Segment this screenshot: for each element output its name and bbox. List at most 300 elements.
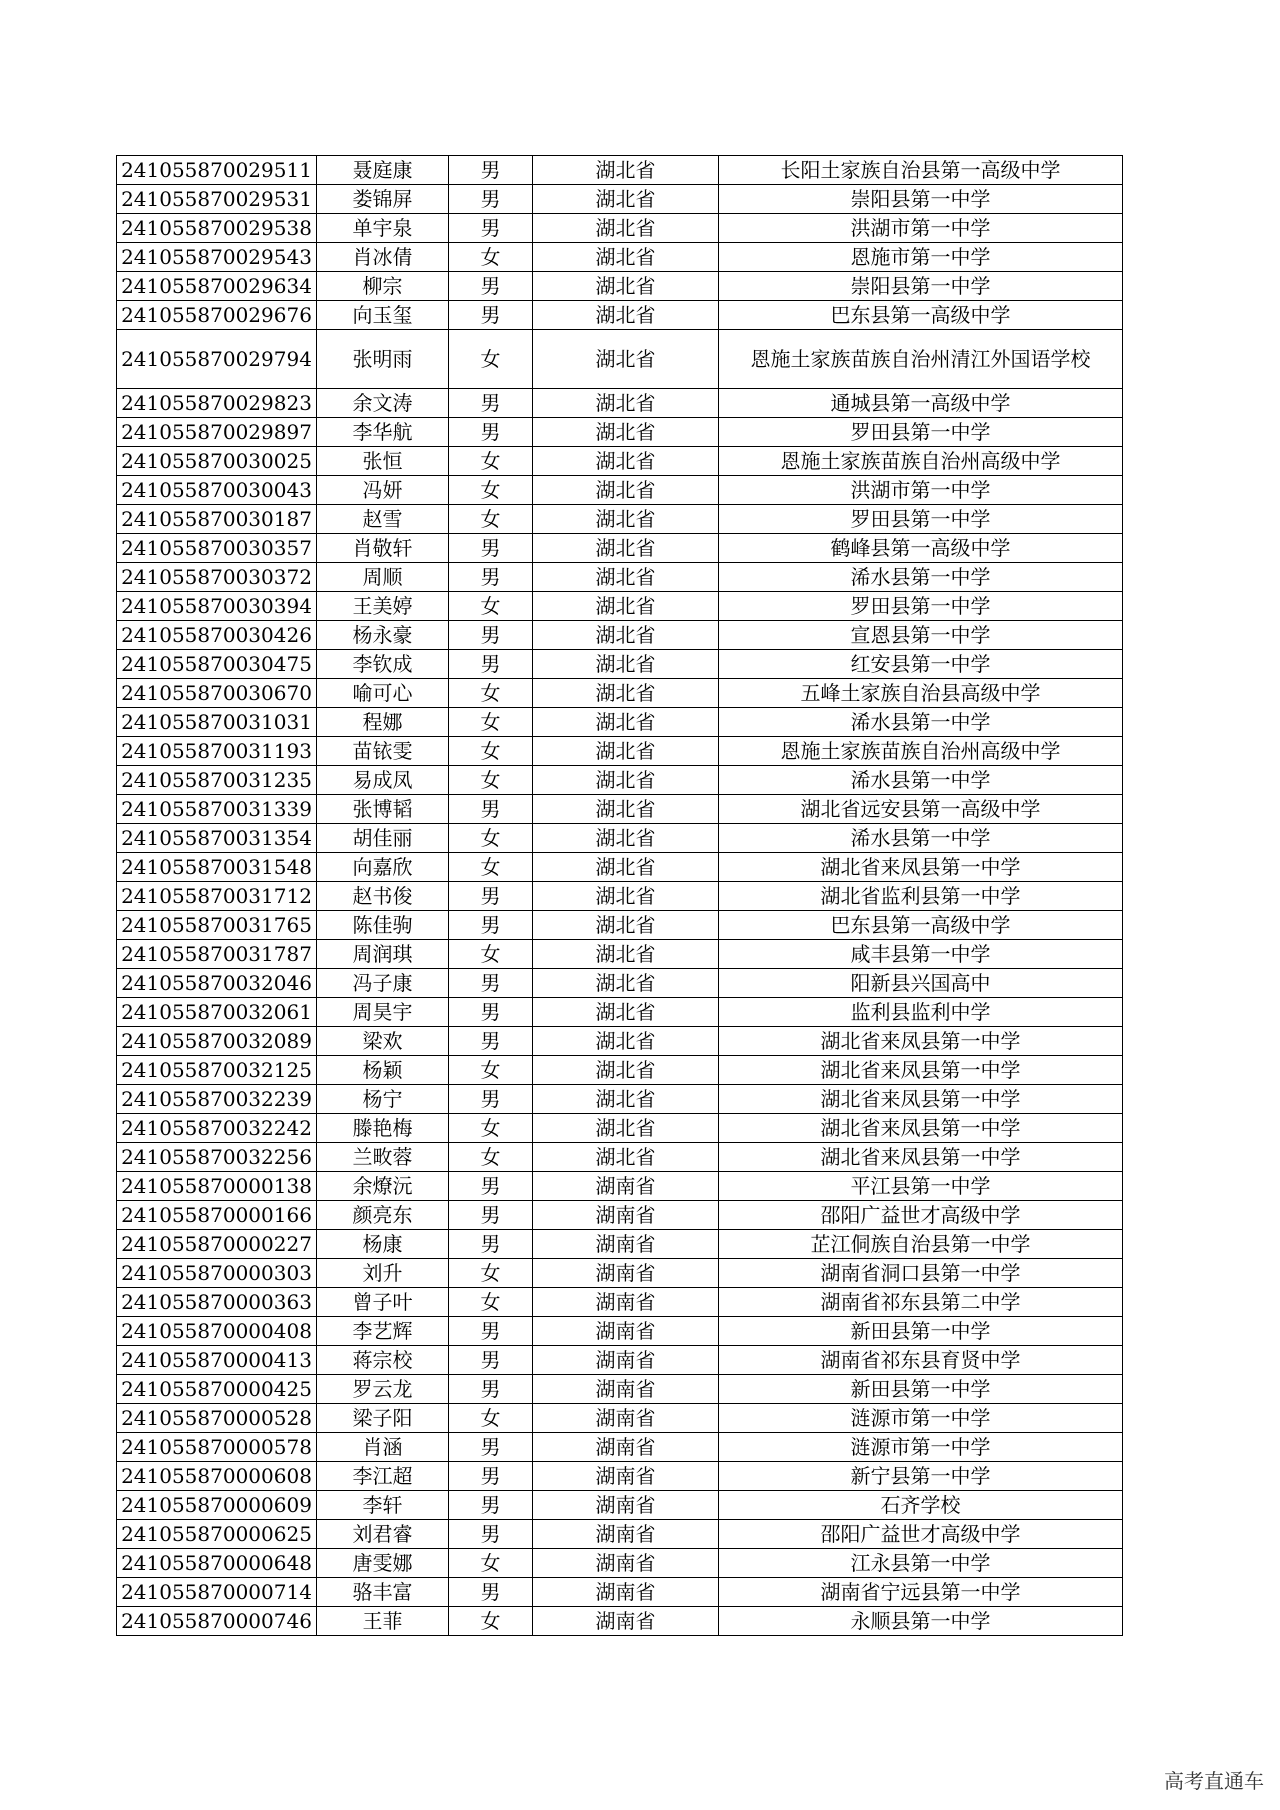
student-name-cell: 赵书俊 <box>317 882 449 911</box>
province-cell: 湖南省 <box>533 1433 719 1462</box>
student-name-cell: 肖涵 <box>317 1433 449 1462</box>
student-name-cell: 张博韬 <box>317 795 449 824</box>
student-name-cell: 柳宗 <box>317 272 449 301</box>
school-cell: 新田县第一中学 <box>719 1317 1123 1346</box>
school-cell: 永顺县第一中学 <box>719 1607 1123 1636</box>
candidate-id-cell: 241055870030475 <box>117 650 317 679</box>
school-cell: 平江县第一中学 <box>719 1172 1123 1201</box>
province-cell: 湖北省 <box>533 1056 719 1085</box>
school-cell: 洪湖市第一中学 <box>719 214 1123 243</box>
province-cell: 湖北省 <box>533 621 719 650</box>
candidate-id-cell: 241055870000166 <box>117 1201 317 1230</box>
student-name-cell: 周昊宇 <box>317 998 449 1027</box>
school-cell: 湖北省来凤县第一中学 <box>719 1143 1123 1172</box>
student-name-cell: 蒋宗校 <box>317 1346 449 1375</box>
table-row <box>117 1288 1123 1317</box>
student-name-cell: 喻可心 <box>317 679 449 708</box>
gender-cell: 男 <box>449 1491 533 1520</box>
province-cell: 湖北省 <box>533 1027 719 1056</box>
school-cell: 湖北省来凤县第一中学 <box>719 1085 1123 1114</box>
candidate-id-cell: 241055870000303 <box>117 1259 317 1288</box>
school-cell: 监利县监利中学 <box>719 998 1123 1027</box>
gender-cell: 女 <box>449 853 533 882</box>
province-cell: 湖北省 <box>533 272 719 301</box>
table-row <box>117 650 1123 679</box>
student-name-cell: 梁子阳 <box>317 1404 449 1433</box>
table-row <box>117 301 1123 330</box>
candidate-id-cell: 241055870029676 <box>117 301 317 330</box>
province-cell: 湖北省 <box>533 534 719 563</box>
student-name-cell: 肖冰倩 <box>317 243 449 272</box>
school-cell: 邵阳广益世才高级中学 <box>719 1201 1123 1230</box>
gender-cell: 女 <box>449 1607 533 1636</box>
gender-cell: 男 <box>449 1172 533 1201</box>
school-cell: 长阳土家族自治县第一高级中学 <box>719 156 1123 185</box>
candidate-id-cell: 241055870000746 <box>117 1607 317 1636</box>
table-row <box>117 1375 1123 1404</box>
student-name-cell: 李江超 <box>317 1462 449 1491</box>
table-row <box>117 330 1123 389</box>
table-row <box>117 243 1123 272</box>
candidate-id-cell: 241055870031235 <box>117 766 317 795</box>
watermark-text: 高考直通车 <box>1164 1769 1264 1793</box>
gender-cell: 男 <box>449 534 533 563</box>
candidate-id-cell: 241055870032125 <box>117 1056 317 1085</box>
candidate-id-cell: 241055870029511 <box>117 156 317 185</box>
gender-cell: 女 <box>449 505 533 534</box>
table-row <box>117 476 1123 505</box>
province-cell: 湖南省 <box>533 1404 719 1433</box>
candidate-id-cell: 241055870032061 <box>117 998 317 1027</box>
gender-cell: 女 <box>449 447 533 476</box>
table-row <box>117 1114 1123 1143</box>
candidate-id-cell: 241055870030187 <box>117 505 317 534</box>
province-cell: 湖北省 <box>533 708 719 737</box>
province-cell: 湖南省 <box>533 1578 719 1607</box>
school-cell: 恩施土家族苗族自治州高级中学 <box>719 447 1123 476</box>
school-cell: 芷江侗族自治县第一中学 <box>719 1230 1123 1259</box>
school-cell: 阳新县兴国高中 <box>719 969 1123 998</box>
gender-cell: 女 <box>449 737 533 766</box>
candidate-id-cell: 241055870000413 <box>117 1346 317 1375</box>
school-cell: 洪湖市第一中学 <box>719 476 1123 505</box>
school-cell: 恩施市第一中学 <box>719 243 1123 272</box>
gender-cell: 女 <box>449 940 533 969</box>
school-cell: 罗田县第一中学 <box>719 418 1123 447</box>
gender-cell: 男 <box>449 621 533 650</box>
school-cell: 湖北省来凤县第一中学 <box>719 1027 1123 1056</box>
candidate-id-cell: 241055870000578 <box>117 1433 317 1462</box>
school-cell: 鹤峰县第一高级中学 <box>719 534 1123 563</box>
table-row <box>117 1549 1123 1578</box>
province-cell: 湖南省 <box>533 1288 719 1317</box>
gender-cell: 女 <box>449 1404 533 1433</box>
school-cell: 湖南省祁东县育贤中学 <box>719 1346 1123 1375</box>
gender-cell: 男 <box>449 650 533 679</box>
student-name-cell: 向嘉欣 <box>317 853 449 882</box>
gender-cell: 男 <box>449 795 533 824</box>
school-cell: 湖北省监利县第一中学 <box>719 882 1123 911</box>
candidate-id-cell: 241055870000528 <box>117 1404 317 1433</box>
table-row <box>117 1462 1123 1491</box>
candidate-id-cell: 241055870029531 <box>117 185 317 214</box>
school-cell: 湖北省来凤县第一中学 <box>719 1114 1123 1143</box>
candidate-id-cell: 241055870030043 <box>117 476 317 505</box>
student-name-cell: 苗铱雯 <box>317 737 449 766</box>
student-name-cell: 唐雯娜 <box>317 1549 449 1578</box>
gender-cell: 男 <box>449 185 533 214</box>
province-cell: 湖南省 <box>533 1172 719 1201</box>
table-row <box>117 1172 1123 1201</box>
province-cell: 湖北省 <box>533 998 719 1027</box>
candidate-id-cell: 241055870030372 <box>117 563 317 592</box>
table-row <box>117 389 1123 418</box>
student-name-cell: 余文涛 <box>317 389 449 418</box>
table-row <box>117 185 1123 214</box>
school-cell: 湖南省宁远县第一中学 <box>719 1578 1123 1607</box>
gender-cell: 男 <box>449 272 533 301</box>
table-row <box>117 853 1123 882</box>
school-cell: 通城县第一高级中学 <box>719 389 1123 418</box>
school-cell: 邵阳广益世才高级中学 <box>719 1520 1123 1549</box>
candidate-id-cell: 241055870029823 <box>117 389 317 418</box>
student-name-cell: 杨颖 <box>317 1056 449 1085</box>
student-name-cell: 罗云龙 <box>317 1375 449 1404</box>
table-row <box>117 272 1123 301</box>
school-cell: 石齐学校 <box>719 1491 1123 1520</box>
school-cell: 巴东县第一高级中学 <box>719 911 1123 940</box>
table-row <box>117 1259 1123 1288</box>
gender-cell: 男 <box>449 1085 533 1114</box>
student-name-cell: 杨永豪 <box>317 621 449 650</box>
gender-cell: 女 <box>449 1056 533 1085</box>
candidate-id-cell: 241055870031339 <box>117 795 317 824</box>
province-cell: 湖北省 <box>533 1143 719 1172</box>
gender-cell: 女 <box>449 708 533 737</box>
gender-cell: 女 <box>449 1259 533 1288</box>
student-name-cell: 李轩 <box>317 1491 449 1520</box>
candidate-id-cell: 241055870000609 <box>117 1491 317 1520</box>
province-cell: 湖南省 <box>533 1259 719 1288</box>
candidate-id-cell: 241055870030394 <box>117 592 317 621</box>
province-cell: 湖北省 <box>533 156 719 185</box>
province-cell: 湖北省 <box>533 679 719 708</box>
candidate-id-cell: 241055870032239 <box>117 1085 317 1114</box>
school-cell: 浠水县第一中学 <box>719 766 1123 795</box>
table-row <box>117 1607 1123 1636</box>
student-name-cell: 颜亮东 <box>317 1201 449 1230</box>
student-name-cell: 程娜 <box>317 708 449 737</box>
school-cell: 五峰土家族自治县高级中学 <box>719 679 1123 708</box>
province-cell: 湖北省 <box>533 882 719 911</box>
province-cell: 湖北省 <box>533 214 719 243</box>
province-cell: 湖北省 <box>533 476 719 505</box>
student-name-cell: 杨宁 <box>317 1085 449 1114</box>
province-cell: 湖北省 <box>533 650 719 679</box>
student-name-cell: 肖敬轩 <box>317 534 449 563</box>
gender-cell: 女 <box>449 766 533 795</box>
gender-cell: 男 <box>449 1578 533 1607</box>
gender-cell: 男 <box>449 1346 533 1375</box>
province-cell: 湖南省 <box>533 1607 719 1636</box>
gender-cell: 男 <box>449 998 533 1027</box>
student-name-cell: 刘君睿 <box>317 1520 449 1549</box>
table-row <box>117 621 1123 650</box>
table-row <box>117 214 1123 243</box>
province-cell: 湖南省 <box>533 1201 719 1230</box>
gender-cell: 男 <box>449 1201 533 1230</box>
student-name-cell: 娄锦屏 <box>317 185 449 214</box>
school-cell: 恩施土家族苗族自治州清江外国语学校 <box>719 330 1123 389</box>
gender-cell: 男 <box>449 969 533 998</box>
table-row <box>117 534 1123 563</box>
school-cell: 湖北省远安县第一高级中学 <box>719 795 1123 824</box>
candidate-id-cell: 241055870000648 <box>117 1549 317 1578</box>
gender-cell: 男 <box>449 1462 533 1491</box>
province-cell: 湖南省 <box>533 1549 719 1578</box>
table-row <box>117 737 1123 766</box>
candidate-id-cell: 241055870032046 <box>117 969 317 998</box>
province-cell: 湖北省 <box>533 969 719 998</box>
school-cell: 新宁县第一中学 <box>719 1462 1123 1491</box>
province-cell: 湖北省 <box>533 418 719 447</box>
province-cell: 湖北省 <box>533 243 719 272</box>
candidate-id-cell: 241055870029634 <box>117 272 317 301</box>
gender-cell: 女 <box>449 1143 533 1172</box>
student-name-cell: 周顺 <box>317 563 449 592</box>
school-cell: 崇阳县第一中学 <box>719 272 1123 301</box>
school-cell: 湖北省来凤县第一中学 <box>719 1056 1123 1085</box>
table-row <box>117 1520 1123 1549</box>
student-name-cell: 周润琪 <box>317 940 449 969</box>
school-cell: 湖南省祁东县第二中学 <box>719 1288 1123 1317</box>
province-cell: 湖北省 <box>533 853 719 882</box>
candidate-id-cell: 241055870000608 <box>117 1462 317 1491</box>
gender-cell: 男 <box>449 1317 533 1346</box>
candidate-id-cell: 241055870000227 <box>117 1230 317 1259</box>
province-cell: 湖南省 <box>533 1462 719 1491</box>
gender-cell: 女 <box>449 679 533 708</box>
candidate-id-cell: 241055870000408 <box>117 1317 317 1346</box>
candidate-id-cell: 241055870032256 <box>117 1143 317 1172</box>
gender-cell: 男 <box>449 1027 533 1056</box>
table-row <box>117 795 1123 824</box>
gender-cell: 男 <box>449 1375 533 1404</box>
candidate-id-cell: 241055870032089 <box>117 1027 317 1056</box>
student-name-cell: 杨康 <box>317 1230 449 1259</box>
table-row <box>117 1433 1123 1462</box>
table-row <box>117 969 1123 998</box>
province-cell: 湖南省 <box>533 1346 719 1375</box>
table-row <box>117 592 1123 621</box>
candidate-id-cell: 241055870029543 <box>117 243 317 272</box>
table-row <box>117 1404 1123 1433</box>
roster-body <box>117 156 1123 1636</box>
school-cell: 浠水县第一中学 <box>719 563 1123 592</box>
province-cell: 湖北省 <box>533 301 719 330</box>
gender-cell: 女 <box>449 592 533 621</box>
table-row <box>117 563 1123 592</box>
school-cell: 江永县第一中学 <box>719 1549 1123 1578</box>
province-cell: 湖北省 <box>533 795 719 824</box>
candidate-id-cell: 241055870030025 <box>117 447 317 476</box>
province-cell: 湖北省 <box>533 1114 719 1143</box>
gender-cell: 女 <box>449 824 533 853</box>
student-name-cell: 冯妍 <box>317 476 449 505</box>
province-cell: 湖北省 <box>533 447 719 476</box>
student-name-cell: 王美婷 <box>317 592 449 621</box>
candidate-id-cell: 241055870000138 <box>117 1172 317 1201</box>
student-name-cell: 张明雨 <box>317 330 449 389</box>
province-cell: 湖北省 <box>533 737 719 766</box>
candidate-id-cell: 241055870030670 <box>117 679 317 708</box>
school-cell: 湖南省洞口县第一中学 <box>719 1259 1123 1288</box>
gender-cell: 女 <box>449 1549 533 1578</box>
candidate-id-cell: 241055870030357 <box>117 534 317 563</box>
table-row <box>117 1085 1123 1114</box>
table-row <box>117 882 1123 911</box>
table-row <box>117 1201 1123 1230</box>
candidate-id-cell: 241055870029897 <box>117 418 317 447</box>
province-cell: 湖南省 <box>533 1230 719 1259</box>
province-cell: 湖北省 <box>533 330 719 389</box>
student-name-cell: 陈佳驹 <box>317 911 449 940</box>
table-row <box>117 824 1123 853</box>
gender-cell: 男 <box>449 911 533 940</box>
table-row <box>117 1491 1123 1520</box>
gender-cell: 男 <box>449 214 533 243</box>
table-row <box>117 679 1123 708</box>
student-name-cell: 滕艳梅 <box>317 1114 449 1143</box>
student-name-cell: 冯子康 <box>317 969 449 998</box>
candidate-id-cell: 241055870031548 <box>117 853 317 882</box>
province-cell: 湖北省 <box>533 505 719 534</box>
student-name-cell: 骆丰富 <box>317 1578 449 1607</box>
school-cell: 湖北省来凤县第一中学 <box>719 853 1123 882</box>
province-cell: 湖北省 <box>533 389 719 418</box>
candidate-id-cell: 241055870000363 <box>117 1288 317 1317</box>
candidate-id-cell: 241055870031765 <box>117 911 317 940</box>
table-row <box>117 505 1123 534</box>
gender-cell: 女 <box>449 476 533 505</box>
school-cell: 涟源市第一中学 <box>719 1433 1123 1462</box>
table-row <box>117 1578 1123 1607</box>
school-cell: 浠水县第一中学 <box>719 708 1123 737</box>
province-cell: 湖北省 <box>533 592 719 621</box>
province-cell: 湖北省 <box>533 766 719 795</box>
school-cell: 巴东县第一高级中学 <box>719 301 1123 330</box>
table-row <box>117 156 1123 185</box>
table-row <box>117 1230 1123 1259</box>
student-name-cell: 刘升 <box>317 1259 449 1288</box>
gender-cell: 男 <box>449 882 533 911</box>
gender-cell: 女 <box>449 1114 533 1143</box>
province-cell: 湖北省 <box>533 185 719 214</box>
gender-cell: 男 <box>449 156 533 185</box>
table-row <box>117 998 1123 1027</box>
school-cell: 涟源市第一中学 <box>719 1404 1123 1433</box>
student-name-cell: 李华航 <box>317 418 449 447</box>
candidate-id-cell: 241055870000714 <box>117 1578 317 1607</box>
school-cell: 宣恩县第一中学 <box>719 621 1123 650</box>
school-cell: 咸丰县第一中学 <box>719 940 1123 969</box>
table-row <box>117 940 1123 969</box>
school-cell: 恩施土家族苗族自治州高级中学 <box>719 737 1123 766</box>
school-cell: 崇阳县第一中学 <box>719 185 1123 214</box>
school-cell: 罗田县第一中学 <box>719 592 1123 621</box>
candidate-id-cell: 241055870029538 <box>117 214 317 243</box>
candidate-id-cell: 241055870031787 <box>117 940 317 969</box>
province-cell: 湖北省 <box>533 824 719 853</box>
school-cell: 罗田县第一中学 <box>719 505 1123 534</box>
province-cell: 湖南省 <box>533 1375 719 1404</box>
student-name-cell: 聂庭康 <box>317 156 449 185</box>
student-name-cell: 王菲 <box>317 1607 449 1636</box>
gender-cell: 男 <box>449 301 533 330</box>
student-name-cell: 余燎沅 <box>317 1172 449 1201</box>
candidate-id-cell: 241055870031712 <box>117 882 317 911</box>
province-cell: 湖北省 <box>533 563 719 592</box>
table-row <box>117 708 1123 737</box>
province-cell: 湖北省 <box>533 940 719 969</box>
student-name-cell: 兰畋蓉 <box>317 1143 449 1172</box>
student-name-cell: 胡佳丽 <box>317 824 449 853</box>
gender-cell: 男 <box>449 563 533 592</box>
student-name-cell: 李艺辉 <box>317 1317 449 1346</box>
gender-cell: 男 <box>449 389 533 418</box>
student-name-cell: 梁欢 <box>317 1027 449 1056</box>
school-cell: 新田县第一中学 <box>719 1375 1123 1404</box>
candidate-id-cell: 241055870032242 <box>117 1114 317 1143</box>
candidate-id-cell: 241055870000425 <box>117 1375 317 1404</box>
table-row <box>117 766 1123 795</box>
province-cell: 湖北省 <box>533 1085 719 1114</box>
school-cell: 浠水县第一中学 <box>719 824 1123 853</box>
gender-cell: 男 <box>449 1520 533 1549</box>
student-name-cell: 单宇泉 <box>317 214 449 243</box>
gender-cell: 男 <box>449 418 533 447</box>
student-name-cell: 曾子叶 <box>317 1288 449 1317</box>
student-name-cell: 李钦成 <box>317 650 449 679</box>
table-row <box>117 1027 1123 1056</box>
table-row <box>117 1143 1123 1172</box>
gender-cell: 女 <box>449 243 533 272</box>
school-cell: 红安县第一中学 <box>719 650 1123 679</box>
student-roster-table <box>116 155 1123 1636</box>
student-name-cell: 易成凤 <box>317 766 449 795</box>
student-name-cell: 张恒 <box>317 447 449 476</box>
candidate-id-cell: 241055870031354 <box>117 824 317 853</box>
province-cell: 湖南省 <box>533 1317 719 1346</box>
gender-cell: 男 <box>449 1433 533 1462</box>
province-cell: 湖南省 <box>533 1491 719 1520</box>
province-cell: 湖北省 <box>533 911 719 940</box>
student-name-cell: 向玉玺 <box>317 301 449 330</box>
table-row <box>117 1056 1123 1085</box>
gender-cell: 女 <box>449 1288 533 1317</box>
gender-cell: 女 <box>449 330 533 389</box>
table-row <box>117 418 1123 447</box>
student-name-cell: 赵雪 <box>317 505 449 534</box>
table-row <box>117 1317 1123 1346</box>
province-cell: 湖南省 <box>533 1520 719 1549</box>
table-row <box>117 1346 1123 1375</box>
gender-cell: 男 <box>449 1230 533 1259</box>
candidate-id-cell: 241055870031031 <box>117 708 317 737</box>
table-row <box>117 447 1123 476</box>
candidate-id-cell: 241055870000625 <box>117 1520 317 1549</box>
candidate-id-cell: 241055870030426 <box>117 621 317 650</box>
